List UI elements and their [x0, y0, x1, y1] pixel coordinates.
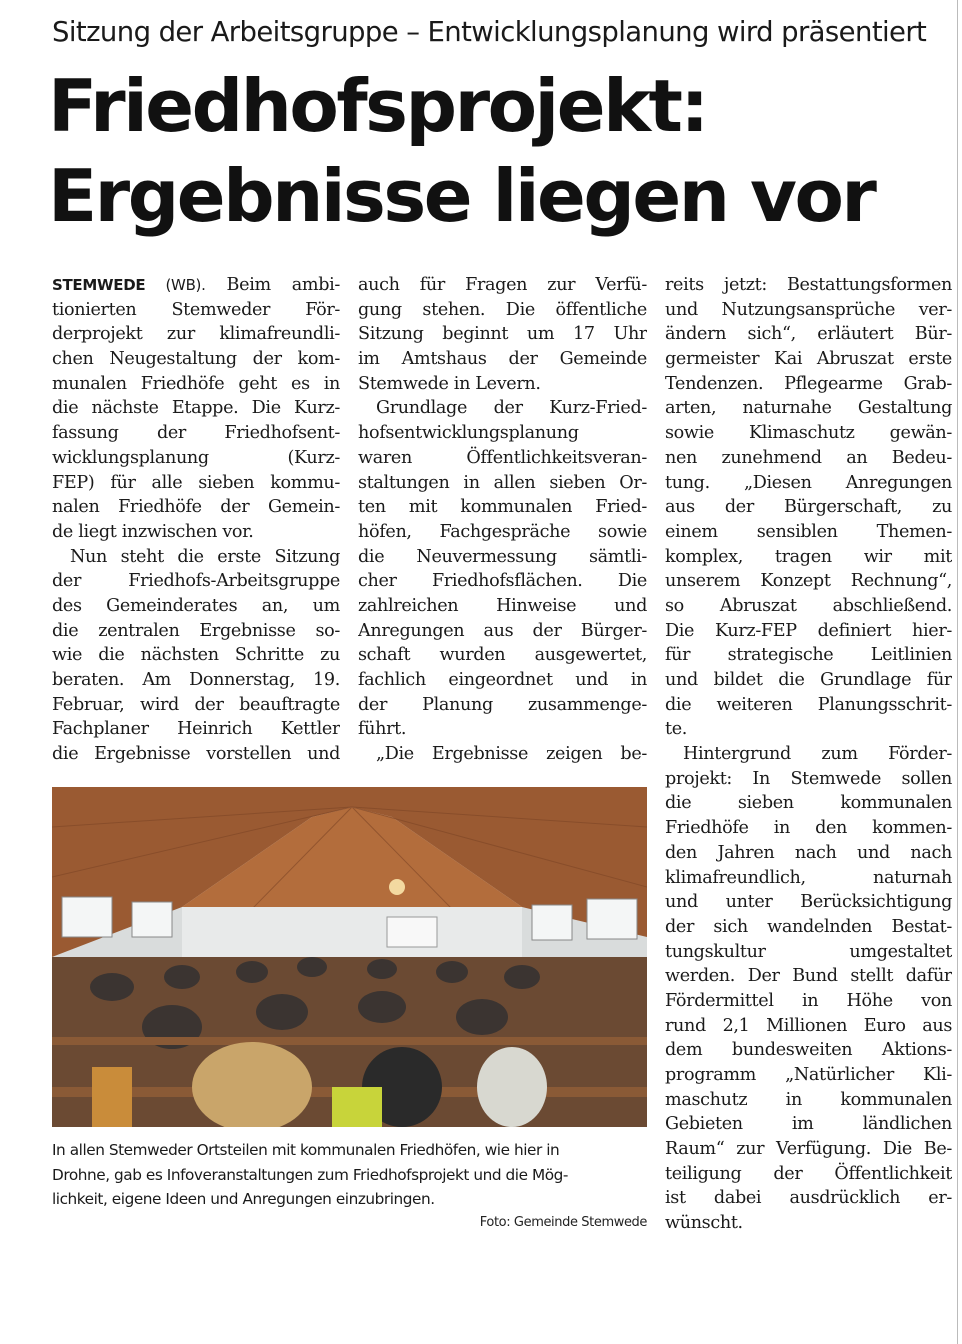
text-line: Februar, wird der beauftragte — [52, 694, 340, 715]
text-line: nen zunehmend an Bedeu- — [665, 447, 952, 468]
text-line: te. — [665, 719, 688, 740]
dateline-source: (WB). — [165, 276, 206, 294]
text-line: ändern sich“, erläutert Bür- — [665, 324, 952, 345]
text-line: staltungen in allen sieben Or- — [358, 472, 647, 493]
text-line: die Neuvermessung sämtli- — [358, 546, 647, 567]
text-line: waren Öffentlichkeitsveran- — [358, 447, 647, 468]
text-line: Anregungen aus der Bürger- — [358, 620, 647, 641]
text-line: und unter Berücksichtigung — [665, 892, 952, 913]
text-line: „Die Ergebnisse zeigen be- — [376, 744, 647, 765]
text-line: Sitzung beginnt um 17 Uhr — [358, 324, 647, 345]
text-line: Die Kurz-FEP definiert hier- — [665, 620, 952, 641]
article-column-3 — [665, 273, 952, 1236]
dateline-place: STEMWEDE — [52, 276, 146, 294]
text-line: wie die nächsten Schritte zu — [52, 645, 340, 666]
caption-line: Drohne, gab es Infoveranstaltungen zum Friedhofsprojekt und die Mög- — [52, 1165, 568, 1184]
text-line: schaft wurden ausgewertet, — [358, 645, 647, 666]
article-column-1 — [52, 273, 340, 767]
text-line: führt. — [358, 719, 407, 740]
text-line: werden. Der Bund stellt dafür — [665, 966, 952, 987]
text-line: programm „Natürlicher Kli- — [665, 1065, 952, 1085]
text-line: gung stehen. Die öffentliche — [358, 299, 647, 320]
text-line: chen Neugestaltung der kom- — [52, 349, 340, 370]
text-line: und Nutzungsansprüche ver- — [665, 299, 952, 320]
text-line: aus der Bürgerschaft, zu — [665, 497, 952, 518]
text-line: der Planung zusammenge- — [358, 694, 647, 715]
text-line: sowie Klimaschutz gewän- — [665, 423, 952, 444]
text-line: höfen, Fachgespräche sowie — [358, 521, 647, 542]
text-line: dem bundesweiten Aktions- — [665, 1040, 952, 1061]
text-line: Fördermittel in Höhe von — [665, 990, 952, 1011]
text-line: Fachplaner Heinrich Kettler — [52, 719, 340, 740]
text-line: auch für Fragen zur Verfü- — [358, 275, 647, 295]
dateline-text: Beim ambi- — [226, 275, 340, 295]
photo-caption — [52, 1138, 652, 1212]
text-line: die sieben kommunalen — [665, 793, 952, 814]
text-line: wünscht. — [665, 1213, 743, 1234]
headline-line-2: Ergebnisse liegen vor — [48, 154, 875, 238]
text-line: für strategische Leitlinien — [665, 645, 952, 666]
text-line: cher Friedhofsflächen. Die — [358, 571, 647, 592]
photo-credit: Foto: Gemeinde Stemwede — [479, 1215, 647, 1230]
text-line: und bildet die Grundlage für — [665, 670, 952, 690]
text-line: im Amtshaus der Gemeinde — [358, 349, 647, 370]
caption-line: lichkeit, eigene Ideen und Anregungen einzubringen. — [52, 1190, 435, 1208]
article-photo — [52, 787, 647, 1127]
text-line: Nun steht die erste Sitzung — [70, 546, 340, 567]
text-line: Stemwede in Levern. — [358, 373, 541, 394]
text-line: Friedhöfe in den kommen- — [665, 818, 952, 839]
text-line: die weiteren Planungsschrit- — [665, 694, 952, 715]
text-line: de liegt inzwischen vor. — [52, 521, 254, 542]
text-line: beraten. Am Donnerstag, 19. — [52, 670, 340, 690]
text-line: derprojekt zur klimafreundli- — [52, 324, 340, 345]
text-line: einem sensiblen Themen- — [665, 521, 952, 542]
headline-line-1: Friedhofsprojekt: — [48, 64, 707, 148]
text-line: wicklungsplanung (Kurz- — [52, 447, 340, 468]
text-line: munalen Friedhöfe geht es in — [52, 373, 340, 394]
text-line: klimafreundlich, naturnah — [665, 867, 952, 888]
text-line: FEP) für alle sieben kommu- — [52, 472, 340, 493]
text-line: hofsentwicklungsplanung — [358, 423, 579, 444]
text-line: die nächste Etappe. Die Kurz- — [52, 398, 340, 419]
text-line: die Ergebnisse vorstellen und — [52, 744, 340, 765]
text-line: Grundlage der Kurz-Fried- — [376, 398, 647, 419]
text-line: nalen Friedhöfe der Gemein- — [52, 497, 340, 518]
text-line: Gebieten im ländlichen — [665, 1114, 952, 1135]
text-line: reits jetzt: Bestattungsformen — [665, 275, 952, 295]
text-line: rund 2,1 Millionen Euro aus — [665, 1015, 952, 1036]
text-line: zahlreichen Hinweise und — [358, 595, 647, 616]
text-line: Raum“ zur Verfügung. Die Be- — [665, 1139, 952, 1160]
article-column-2 — [358, 273, 647, 767]
text-line: fassung der Friedhofsent- — [52, 423, 340, 444]
text-line: Tendenzen. Pflegearme Grab- — [665, 373, 952, 394]
text-line: der sich wandelnden Bestat- — [665, 916, 952, 937]
text-line: den Jahren nach und nach — [665, 842, 952, 863]
text-line: tionierten Stemweder För- — [52, 299, 340, 320]
caption-line: In allen Stemweder Ortsteilen mit kommunalen Friedhöfen, wie hier in — [52, 1141, 560, 1159]
page-edge-divider — [957, 0, 958, 1344]
text-line: ten mit kommunalen Fried- — [358, 497, 647, 518]
text-line: des Gemeinderates an, um — [52, 595, 340, 616]
text-line: unserem Konzept Rechnung“, — [665, 571, 952, 592]
text-line: maschutz in kommunalen — [665, 1089, 952, 1110]
text-line: fachlich eingeordnet und in — [358, 670, 647, 690]
text-line — [52, 273, 340, 298]
text-line: teiligung der Öffentlichkeit — [665, 1163, 952, 1184]
text-line: germeister Kai Abruszat erste — [665, 349, 952, 370]
text-line: der Friedhofs-Arbeitsgruppe — [52, 571, 340, 592]
text-line: projekt: In Stemwede sollen — [665, 768, 952, 789]
text-line: tung. „Diesen Anregungen — [665, 472, 952, 493]
article-kicker: Sitzung der Arbeitsgruppe – Entwicklungsplanung wird präsentiert — [52, 16, 927, 48]
text-line: Hintergrund zum Förder- — [683, 744, 952, 765]
text-line: arten, naturnahe Gestaltung — [665, 398, 952, 419]
text-line: ist dabei ausdrücklich er- — [665, 1188, 952, 1209]
text-line: komplex, tragen wir mit — [665, 546, 952, 567]
text-line: so Abruszat abschließend. — [665, 595, 952, 616]
text-line: die zentralen Ergebnisse so- — [52, 620, 340, 641]
text-line: tungskultur umgestaltet — [665, 941, 952, 962]
